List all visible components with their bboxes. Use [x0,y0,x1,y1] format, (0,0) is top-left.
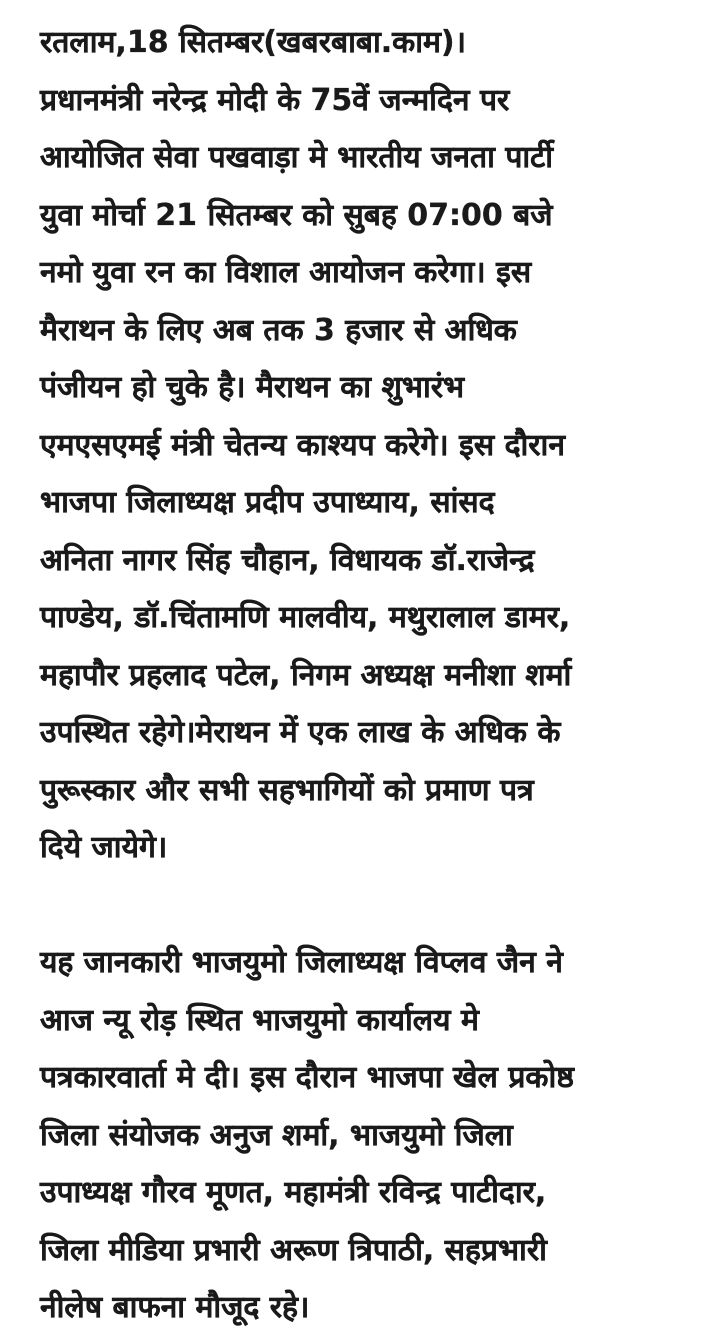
text-line: पुरूस्कार और सभी सहभागियों को प्रमाण पत्र [40,772,534,808]
news-article [40,14,712,1337]
text-line: पत्रकारवार्ता मे दी। इस दौरान भाजपा खेल प्रकोष्ठ [40,1060,574,1095]
text-line: जिला मीडिया प्रभारी अरूण त्रिपाठी, सहप्रभारी [40,1232,547,1268]
text-line: मैराथन के लिए अब तक 3 हजार से अधिक [40,312,517,348]
text-line: पाण्डेय, डॉ.चिंतामणि मालवीय, मथुरालाल डामर, [40,600,571,635]
text-line: महापौर प्रहलाद पटेल, निगम अध्यक्ष मनीशा शर्मा [40,657,572,693]
text-line: दिये जायेगे। [40,830,168,865]
text-line: नमो युवा रन का विशाल आयोजन करेगा। इस [40,255,532,290]
article-paragraph-2 [40,934,712,1337]
article-paragraph-1 [40,14,712,877]
text-line: उपस्थित रहेगे।मेराथन में एक लाख के अधिक के [40,715,561,750]
text-line: जिला संयोजक अनुज शर्मा, भाजयुमो जिला [40,1117,513,1153]
text-line: भाजपा जिलाध्यक्ष प्रदीप उपाध्याय, सांसद [40,485,495,520]
text-line: प्रधानमंत्री नरेन्द्र मोदी के 75वें जन्मदिन पर [40,82,510,118]
text-line: रतलाम,18 सितम्बर(खबरबाबा.काम)। [40,25,466,60]
text-line: युवा मोर्चा 21 सितम्बर को सुबह 07:00 बजे [40,197,553,233]
paragraph-spacer [40,877,712,935]
text-line: यह जानकारी भाजयुमो जिलाध्यक्ष विप्लव जैन ने [40,945,563,980]
text-line: आयोजित सेवा पखवाड़ा मे भारतीय जनता पार्टी [40,140,554,175]
text-line: नीलेष बाफना मौजूद रहे। [40,1290,310,1325]
text-line: अनिता नागर सिंह चौहान, विधायक डॉ.राजेन्द्र [40,542,535,578]
text-line: उपाध्यक्ष गौरव मूणत, महामंत्री रविन्द्र पाटीदार, [40,1175,547,1210]
text-line: आज न्यू रोड़ स्थित भाजयुमो कार्यालय मे [40,1002,479,1038]
text-line: एमएसएमई मंत्री चेतन्य काश्यप करेगे। इस दौरान [40,427,565,463]
text-line: पंजीयन हो चुके है। मैराथन का शुभारंभ [40,370,465,405]
